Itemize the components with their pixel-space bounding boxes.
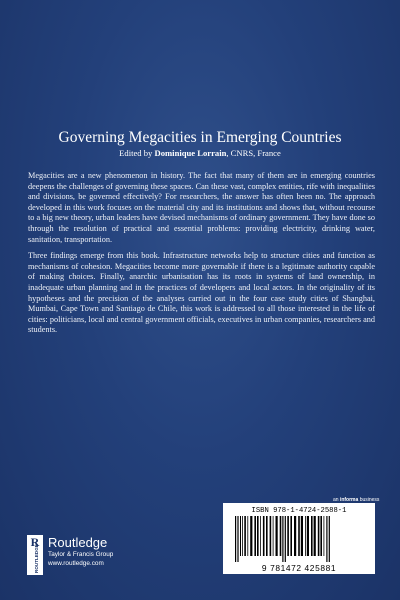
publisher-url: www.routledge.com [48,560,104,567]
editor-line [0,148,400,159]
routledge-logo [27,535,43,575]
barcode-icon [235,516,363,562]
publisher-group: Taylor & Francis Group [48,551,114,558]
barcode-digits: 9 781472 425881 [261,563,337,573]
publisher-block [27,535,177,575]
informa-brand: informa [339,497,359,503]
routledge-logo-icon [27,535,43,575]
barcode-box [223,503,375,574]
publisher-name: Routledge [48,535,108,550]
informa-prefix: an [333,497,339,503]
blurb-paragraph-1: Megacities are a new phenomenon in history. The fact that many of them are in emerging countries deepens the challenges of governing these spaces. Can these vast, complex entities, rife with inequalities and divisions, be governed effectively? For researchers, the answer has often been no. The approach developed in this work focuses on the material city and its institutions and shows that, without recourse to a big new theory, urban leaders have devised mechanisms of ordinary government. They have done so through the resolution of practical and essential problems: providing electricity, drinking water, sanitation, transportation. [28,171,375,244]
book-title: Governing Megacities in Emerging Countries [58,129,342,146]
isbn-text: ISBN 978-1-4724-2588-1 [251,507,347,515]
editor-name: Dominique Lorrain [154,148,227,158]
logo-side-text: ROUTLEDGE [34,544,39,573]
blurb-paragraph-2: Three findings emerge from this book. Infrastructure networks help to structure cities and function as mechanisms of cohesion. Megacities become more governable if there is a legitimate authority capable of making choices. Finally, anarchic urbanisation has its roots in systems of land ownership, in inadequate urban planning and in the practices of developers and local actors. In the originality of its hypotheses and the precision of the analyses carried out in the four case study cities of Shanghai, Mumbai, Cape Town and Santiago de Chile, this work is addressed to all those interested in the life of cities: politicians, local and central government officials, executives in urban companies, researchers and students. [28,251,375,335]
edited-by-label: Edited by [119,148,153,158]
blurb [28,171,375,342]
editor-affiliation: , CNRS, France [226,148,281,158]
informa-suffix: business [359,497,380,503]
logo-letter: R [30,535,40,549]
